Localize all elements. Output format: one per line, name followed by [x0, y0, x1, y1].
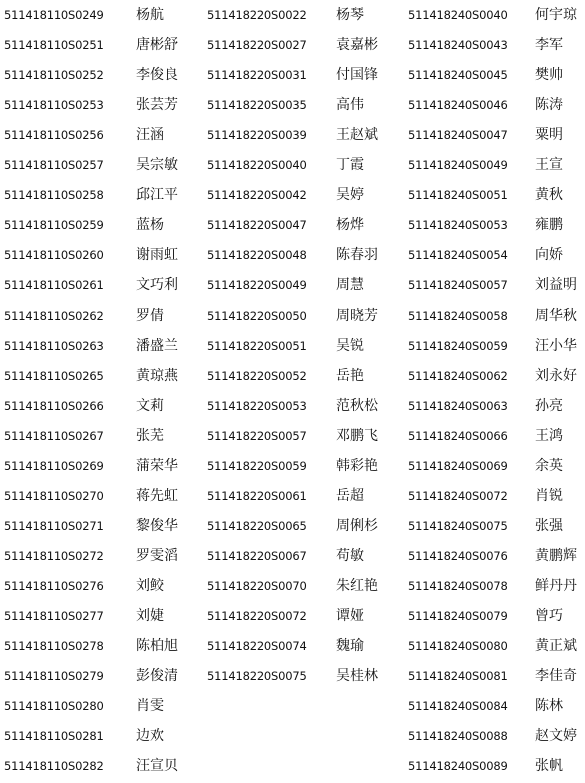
table-row [0, 751, 585, 781]
student-name-col3: 黄正斌 [535, 638, 577, 655]
exam-id-col2: 511418220S0042 [207, 188, 307, 203]
exam-id-col1: 511418110S0260 [4, 248, 104, 263]
table-row [0, 301, 585, 331]
student-name-col1: 吴宗敏 [136, 157, 178, 174]
student-name-col3: 孙亮 [535, 397, 563, 414]
exam-id-col3: 511418240S0075 [408, 518, 508, 533]
student-name-col3: 汪小华 [535, 337, 577, 354]
student-name-col2: 吴桂林 [336, 668, 378, 685]
exam-id-col2: 511418220S0052 [207, 368, 307, 383]
student-name-col2: 周晓芳 [336, 307, 378, 324]
exam-id-col2: 511418220S0070 [207, 578, 307, 593]
exam-id-col1: 511418110S0269 [4, 458, 104, 473]
exam-id-col3: 511418240S0069 [408, 458, 508, 473]
exam-id-col2: 511418220S0027 [207, 38, 307, 53]
student-name-col2: 韩彩艳 [336, 457, 378, 474]
student-name-col3: 刘益明 [535, 277, 577, 294]
student-name-col3: 张强 [535, 517, 563, 534]
student-name-col2: 陈春羽 [336, 247, 378, 264]
exam-id-col3: 511418240S0072 [408, 488, 508, 503]
exam-id-col1: 511418110S0280 [4, 699, 104, 714]
exam-id-col2: 511418220S0035 [207, 98, 307, 113]
student-name-col3: 粟明 [535, 127, 563, 144]
exam-id-col3: 511418240S0045 [408, 68, 508, 83]
exam-id-col1: 511418110S0261 [4, 278, 104, 293]
exam-id-col1: 511418110S0277 [4, 609, 104, 623]
student-name-col1: 彭俊清 [136, 668, 178, 685]
table-row [0, 691, 585, 721]
student-name-col2: 袁嘉彬 [336, 37, 378, 54]
student-name-col1: 黄琼燕 [136, 367, 178, 384]
exam-id-col2: 511418220S0075 [207, 669, 307, 684]
student-name-col2: 苟敏 [336, 547, 364, 564]
exam-id-col2: 511418220S0051 [207, 338, 307, 353]
student-name-col2: 魏瑜 [336, 638, 364, 655]
exam-id-col2: 511418220S0059 [207, 458, 307, 473]
exam-id-col1: 511418110S0279 [4, 669, 104, 684]
exam-id-col3: 511418240S0043 [408, 38, 508, 53]
student-name-col1: 汪涵 [136, 127, 164, 144]
exam-id-col1: 511418110S0256 [4, 128, 104, 143]
exam-id-col1: 511418110S0249 [4, 8, 104, 22]
exam-id-col1: 511418110S0251 [4, 38, 104, 53]
exam-id-col3: 511418240S0063 [408, 398, 508, 413]
table-row [0, 331, 585, 361]
exam-id-col2: 511418220S0049 [207, 278, 307, 293]
exam-id-col1: 511418110S0258 [4, 188, 104, 203]
exam-id-col3: 511418240S0058 [408, 308, 508, 323]
exam-id-col1: 511418110S0252 [4, 68, 104, 83]
student-name-col1: 汪宣贝 [136, 758, 178, 775]
table-row [0, 60, 585, 90]
student-name-col1: 谢雨虹 [136, 247, 178, 264]
exam-id-col3: 511418240S0053 [408, 218, 508, 233]
exam-id-col2: 511418220S0065 [207, 518, 307, 533]
student-name-col3: 刘永好 [535, 367, 577, 384]
exam-id-col1: 511418110S0257 [4, 158, 104, 173]
student-name-col3: 何宇琼 [535, 7, 577, 23]
table-row [0, 120, 585, 150]
exam-id-col3: 511418240S0084 [408, 699, 508, 714]
student-name-col2: 丁霞 [336, 157, 364, 174]
table-row [0, 661, 585, 691]
exam-id-col1: 511418110S0281 [4, 729, 104, 744]
student-name-col3: 黄鹏辉 [535, 547, 577, 564]
student-name-col1: 肖雯 [136, 698, 164, 715]
table-row [0, 0, 585, 30]
student-name-col1: 潘盛兰 [136, 337, 178, 354]
student-name-col3: 陈涛 [535, 97, 563, 114]
student-name-col3: 曾巧 [535, 608, 563, 624]
exam-id-col2: 511418220S0053 [207, 398, 307, 413]
exam-id-col2: 511418220S0048 [207, 248, 307, 263]
exam-id-col1: 511418110S0263 [4, 338, 104, 353]
table-row [0, 421, 585, 451]
exam-id-col1: 511418110S0266 [4, 398, 104, 413]
student-name-col1: 蒋先虹 [136, 487, 178, 504]
table-row [0, 511, 585, 541]
exam-id-col2: 511418220S0057 [207, 428, 307, 443]
exam-id-col3: 511418240S0066 [408, 428, 508, 443]
table-row [0, 541, 585, 571]
student-name-col3: 周华秋 [535, 307, 577, 324]
student-name-col2: 高伟 [336, 97, 364, 114]
student-name-col3: 李军 [535, 37, 563, 54]
student-name-col3: 张帆 [535, 758, 563, 775]
exam-id-col3: 511418240S0076 [408, 548, 508, 563]
student-name-col2: 岳超 [336, 487, 364, 504]
student-name-col2: 范秋松 [336, 397, 378, 414]
exam-id-col3: 511418240S0047 [408, 128, 508, 143]
exam-id-col3: 511418240S0057 [408, 278, 508, 293]
student-name-col2: 邓鹏飞 [336, 427, 378, 444]
table-row [0, 180, 585, 210]
exam-id-col3: 511418240S0054 [408, 248, 508, 263]
exam-id-col3: 511418240S0046 [408, 98, 508, 113]
table-row [0, 631, 585, 661]
exam-id-col1: 511418110S0262 [4, 308, 104, 323]
student-name-col1: 张芸芳 [136, 97, 178, 114]
exam-id-col1: 511418110S0259 [4, 218, 104, 233]
exam-id-col3: 511418240S0089 [408, 759, 508, 774]
exam-id-col3: 511418240S0078 [408, 578, 508, 593]
student-name-col1: 李俊良 [136, 67, 178, 84]
table-row [0, 270, 585, 300]
student-name-col2: 周慧 [336, 277, 364, 294]
exam-id-col2: 511418220S0061 [207, 488, 307, 503]
exam-id-col1: 511418110S0276 [4, 578, 104, 593]
student-name-col3: 黄秋 [535, 187, 563, 204]
student-name-col3: 李佳奇 [535, 668, 577, 685]
student-name-col2: 付国锋 [336, 67, 378, 84]
exam-id-col1: 511418110S0265 [4, 368, 104, 383]
exam-id-col1: 511418110S0253 [4, 98, 104, 113]
student-name-col1: 蒲荣华 [136, 457, 178, 474]
student-name-col2: 杨烨 [336, 217, 364, 234]
exam-id-col3: 511418240S0040 [408, 8, 508, 22]
student-name-col1: 边欢 [136, 728, 164, 745]
student-name-col3: 向娇 [535, 247, 563, 264]
exam-id-col2: 511418220S0050 [207, 308, 307, 323]
student-name-col2: 吴婷 [336, 187, 364, 204]
student-name-col1: 文莉 [136, 397, 164, 414]
student-name-col1: 张芜 [136, 427, 164, 444]
student-name-col3: 王宣 [535, 157, 563, 174]
student-name-col3: 肖锐 [535, 487, 563, 504]
exam-id-col2: 511418220S0039 [207, 128, 307, 143]
exam-id-col1: 511418110S0267 [4, 428, 104, 443]
student-name-col1: 陈柏旭 [136, 638, 178, 655]
student-name-col3: 余英 [535, 457, 563, 474]
exam-id-col3: 511418240S0079 [408, 609, 508, 623]
exam-id-col3: 511418240S0059 [408, 338, 508, 353]
student-name-col1: 黎俊华 [136, 517, 178, 534]
exam-id-col1: 511418110S0282 [4, 759, 104, 774]
student-name-col2: 吴锐 [336, 337, 364, 354]
student-name-col1: 文巧利 [136, 277, 178, 294]
student-name-col1: 刘婕 [136, 608, 164, 624]
table-row [0, 721, 585, 751]
exam-id-col2: 511418220S0047 [207, 218, 307, 233]
student-name-col3: 樊帅 [535, 67, 563, 84]
exam-id-col2: 511418220S0067 [207, 548, 307, 563]
exam-id-col3: 511418240S0088 [408, 729, 508, 744]
exam-id-col2: 511418220S0022 [207, 8, 307, 22]
exam-id-col1: 511418110S0271 [4, 518, 104, 533]
student-name-col1: 罗雯滔 [136, 547, 178, 564]
table-row [0, 481, 585, 511]
student-name-col2: 杨琴 [336, 7, 364, 23]
student-name-col3: 陈林 [535, 698, 563, 715]
student-name-col1: 罗倩 [136, 307, 164, 324]
table-row [0, 30, 585, 60]
exam-id-col3: 511418240S0080 [408, 639, 508, 654]
table-row [0, 391, 585, 421]
student-name-col1: 蓝杨 [136, 217, 164, 234]
student-name-col3: 鲜丹丹 [535, 577, 577, 594]
table-row [0, 90, 585, 120]
exam-id-col1: 511418110S0270 [4, 488, 104, 503]
exam-id-col1: 511418110S0278 [4, 639, 104, 654]
exam-id-col3: 511418240S0049 [408, 158, 508, 173]
student-name-col1: 唐彬舒 [136, 37, 178, 54]
student-name-col1: 刘鲛 [136, 577, 164, 594]
exam-id-col2: 511418220S0074 [207, 639, 307, 654]
student-name-col2: 朱红艳 [336, 577, 378, 594]
student-name-col1: 邱江平 [136, 187, 178, 204]
student-name-col2: 王赵斌 [336, 127, 378, 144]
table-row [0, 361, 585, 391]
student-name-col3: 雍鹏 [535, 217, 563, 234]
table-row [0, 240, 585, 270]
exam-id-col2: 511418220S0031 [207, 68, 307, 83]
student-name-col1: 杨航 [136, 7, 164, 23]
student-name-col3: 赵文婷 [535, 728, 577, 745]
exam-id-col3: 511418240S0051 [408, 188, 508, 203]
exam-id-col1: 511418110S0272 [4, 548, 104, 563]
student-name-col2: 周俐杉 [336, 517, 378, 534]
table-row [0, 451, 585, 481]
table-row [0, 210, 585, 240]
table-row [0, 601, 585, 631]
exam-id-col2: 511418220S0072 [207, 609, 307, 623]
exam-id-col3: 511418240S0081 [408, 669, 508, 684]
exam-id-col3: 511418240S0062 [408, 368, 508, 383]
student-name-col2: 岳艳 [336, 367, 364, 384]
student-name-col3: 王鸿 [535, 427, 563, 444]
exam-id-col2: 511418220S0040 [207, 158, 307, 173]
table-row [0, 150, 585, 180]
table-row [0, 571, 585, 601]
student-name-col2: 谭娅 [336, 608, 364, 624]
